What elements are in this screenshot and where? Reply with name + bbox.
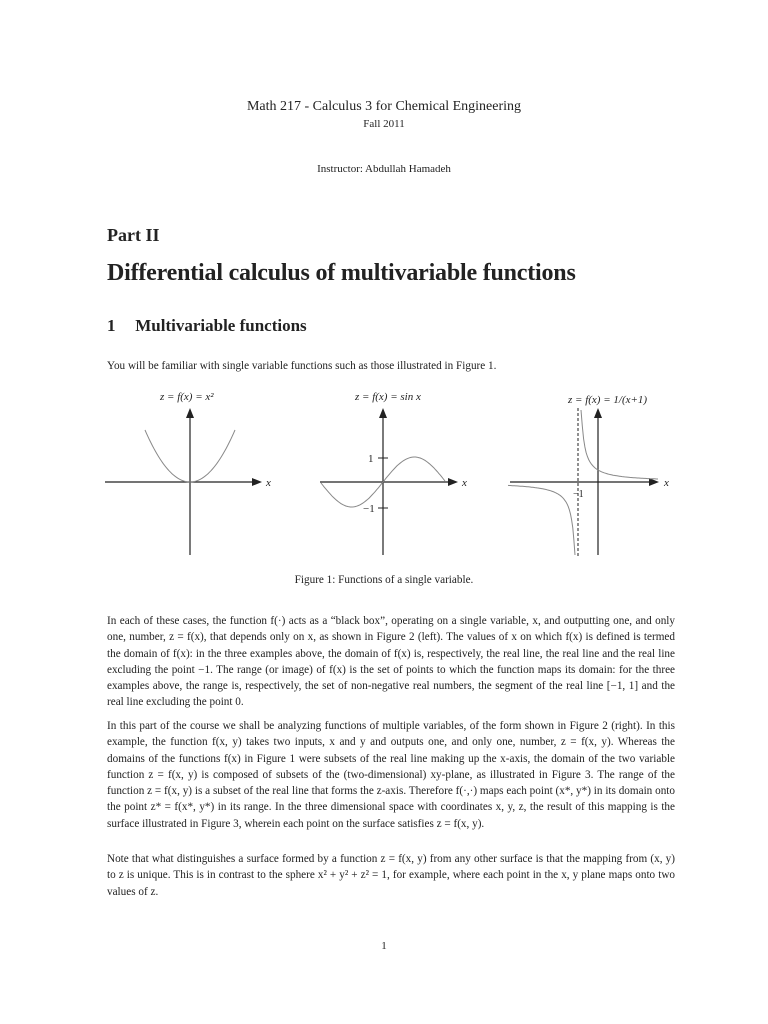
figure-1 <box>100 380 680 565</box>
axis-arrow <box>186 408 194 418</box>
plot-sine <box>320 391 467 555</box>
section-title: Multivariable functions <box>135 316 307 335</box>
term: Fall 2011 <box>363 118 405 130</box>
axis-arrow <box>252 478 262 486</box>
axis-label-x: x <box>462 477 467 489</box>
section-heading <box>107 316 307 336</box>
axis-label-x: x <box>664 477 669 489</box>
paragraph: In this part of the course we shall be analyzing functions of multiple variables, of the form shown in Figure 2 (right). In this example, the function f(x, y) takes two inputs, x and y and outputs one, and only one, number, z = f(x, y). Whereas the domains of the functions f(x) in Figure 1 were subsets of the real line making up the x-axis, the domain of the two variable function z = f(x, y) is composed of subsets of the (two-dimensional) xy-plane, as illustrated in Figure 3. The range of the function z = f(x, y) is a subset of the real line that forms the z-axis. Therefore f(·,·) maps each point (x*, y*) in its domain onto the point z* = f(x*, y*) in its range. In the three dimensional space with coordinates x, y, z, the result of this mapping is the surface illustrated in Figure 3, wherein each point on the surface satisfies z = f(x, y). <box>107 720 675 830</box>
course-title: Math 217 - Calculus 3 for Chemical Engineering <box>246 99 522 114</box>
part-label: Part II <box>107 225 160 245</box>
tick-label: −1 <box>573 489 584 500</box>
axis-arrow <box>594 408 602 418</box>
instructor: Instructor: Abdullah Hamadeh <box>317 163 451 175</box>
plot-reciprocal <box>508 394 669 558</box>
tick-label: 1 <box>368 453 374 465</box>
plot-label: z = f(x) = 1/(x+1) <box>568 394 648 406</box>
paragraph: In each of these cases, the function f(·) acts as a “black box”, operating on a single variable, x, and outputting one, and only one, number, z = f(x), that depends only on x, as shown in Figure 2 (left). The values of x on which f(x) is defined is termed the domain of f(x): in the three examples above, the domain of f(x) is, respectively, the real line, the real line and the real line excluding the point −1. The range (or image) of f(x) is the set of points to which the function maps its domain: for the three examples above, the range is, respectively, the set of non-negative real numbers, the segment of the real line [−1, 1] and the real line excluding the point 0. <box>107 615 675 709</box>
section-number: 1 <box>107 316 116 335</box>
plot-label: z = f(x) = sin x <box>355 391 421 403</box>
plot-label: z = f(x) = x² <box>160 391 214 403</box>
reciprocal-curve-right <box>581 410 658 479</box>
plot-parabola <box>105 391 271 555</box>
axis-arrow <box>448 478 458 486</box>
figure-caption: Figure 1: Functions of a single variable. <box>294 574 474 586</box>
axis-arrow <box>379 408 387 418</box>
part-title: Differential calculus of multivariable functions <box>107 260 576 286</box>
page-number: 1 <box>381 940 387 952</box>
reciprocal-curve-left <box>508 485 575 555</box>
tick-label: −1 <box>363 503 375 515</box>
axis-label-x: x <box>266 477 271 489</box>
intro-text: You will be familiar with single variable functions such as those illustrated in Figure 1. <box>107 360 497 372</box>
paragraph: Note that what distinguishes a surface formed by a function z = f(x, y) from any other surface is that the mapping from (x, y) to z is unique. This is in contrast to the sphere x² + y² + z² = 1, for example, where each point in the x, y plane maps onto two values of z. <box>107 853 675 898</box>
